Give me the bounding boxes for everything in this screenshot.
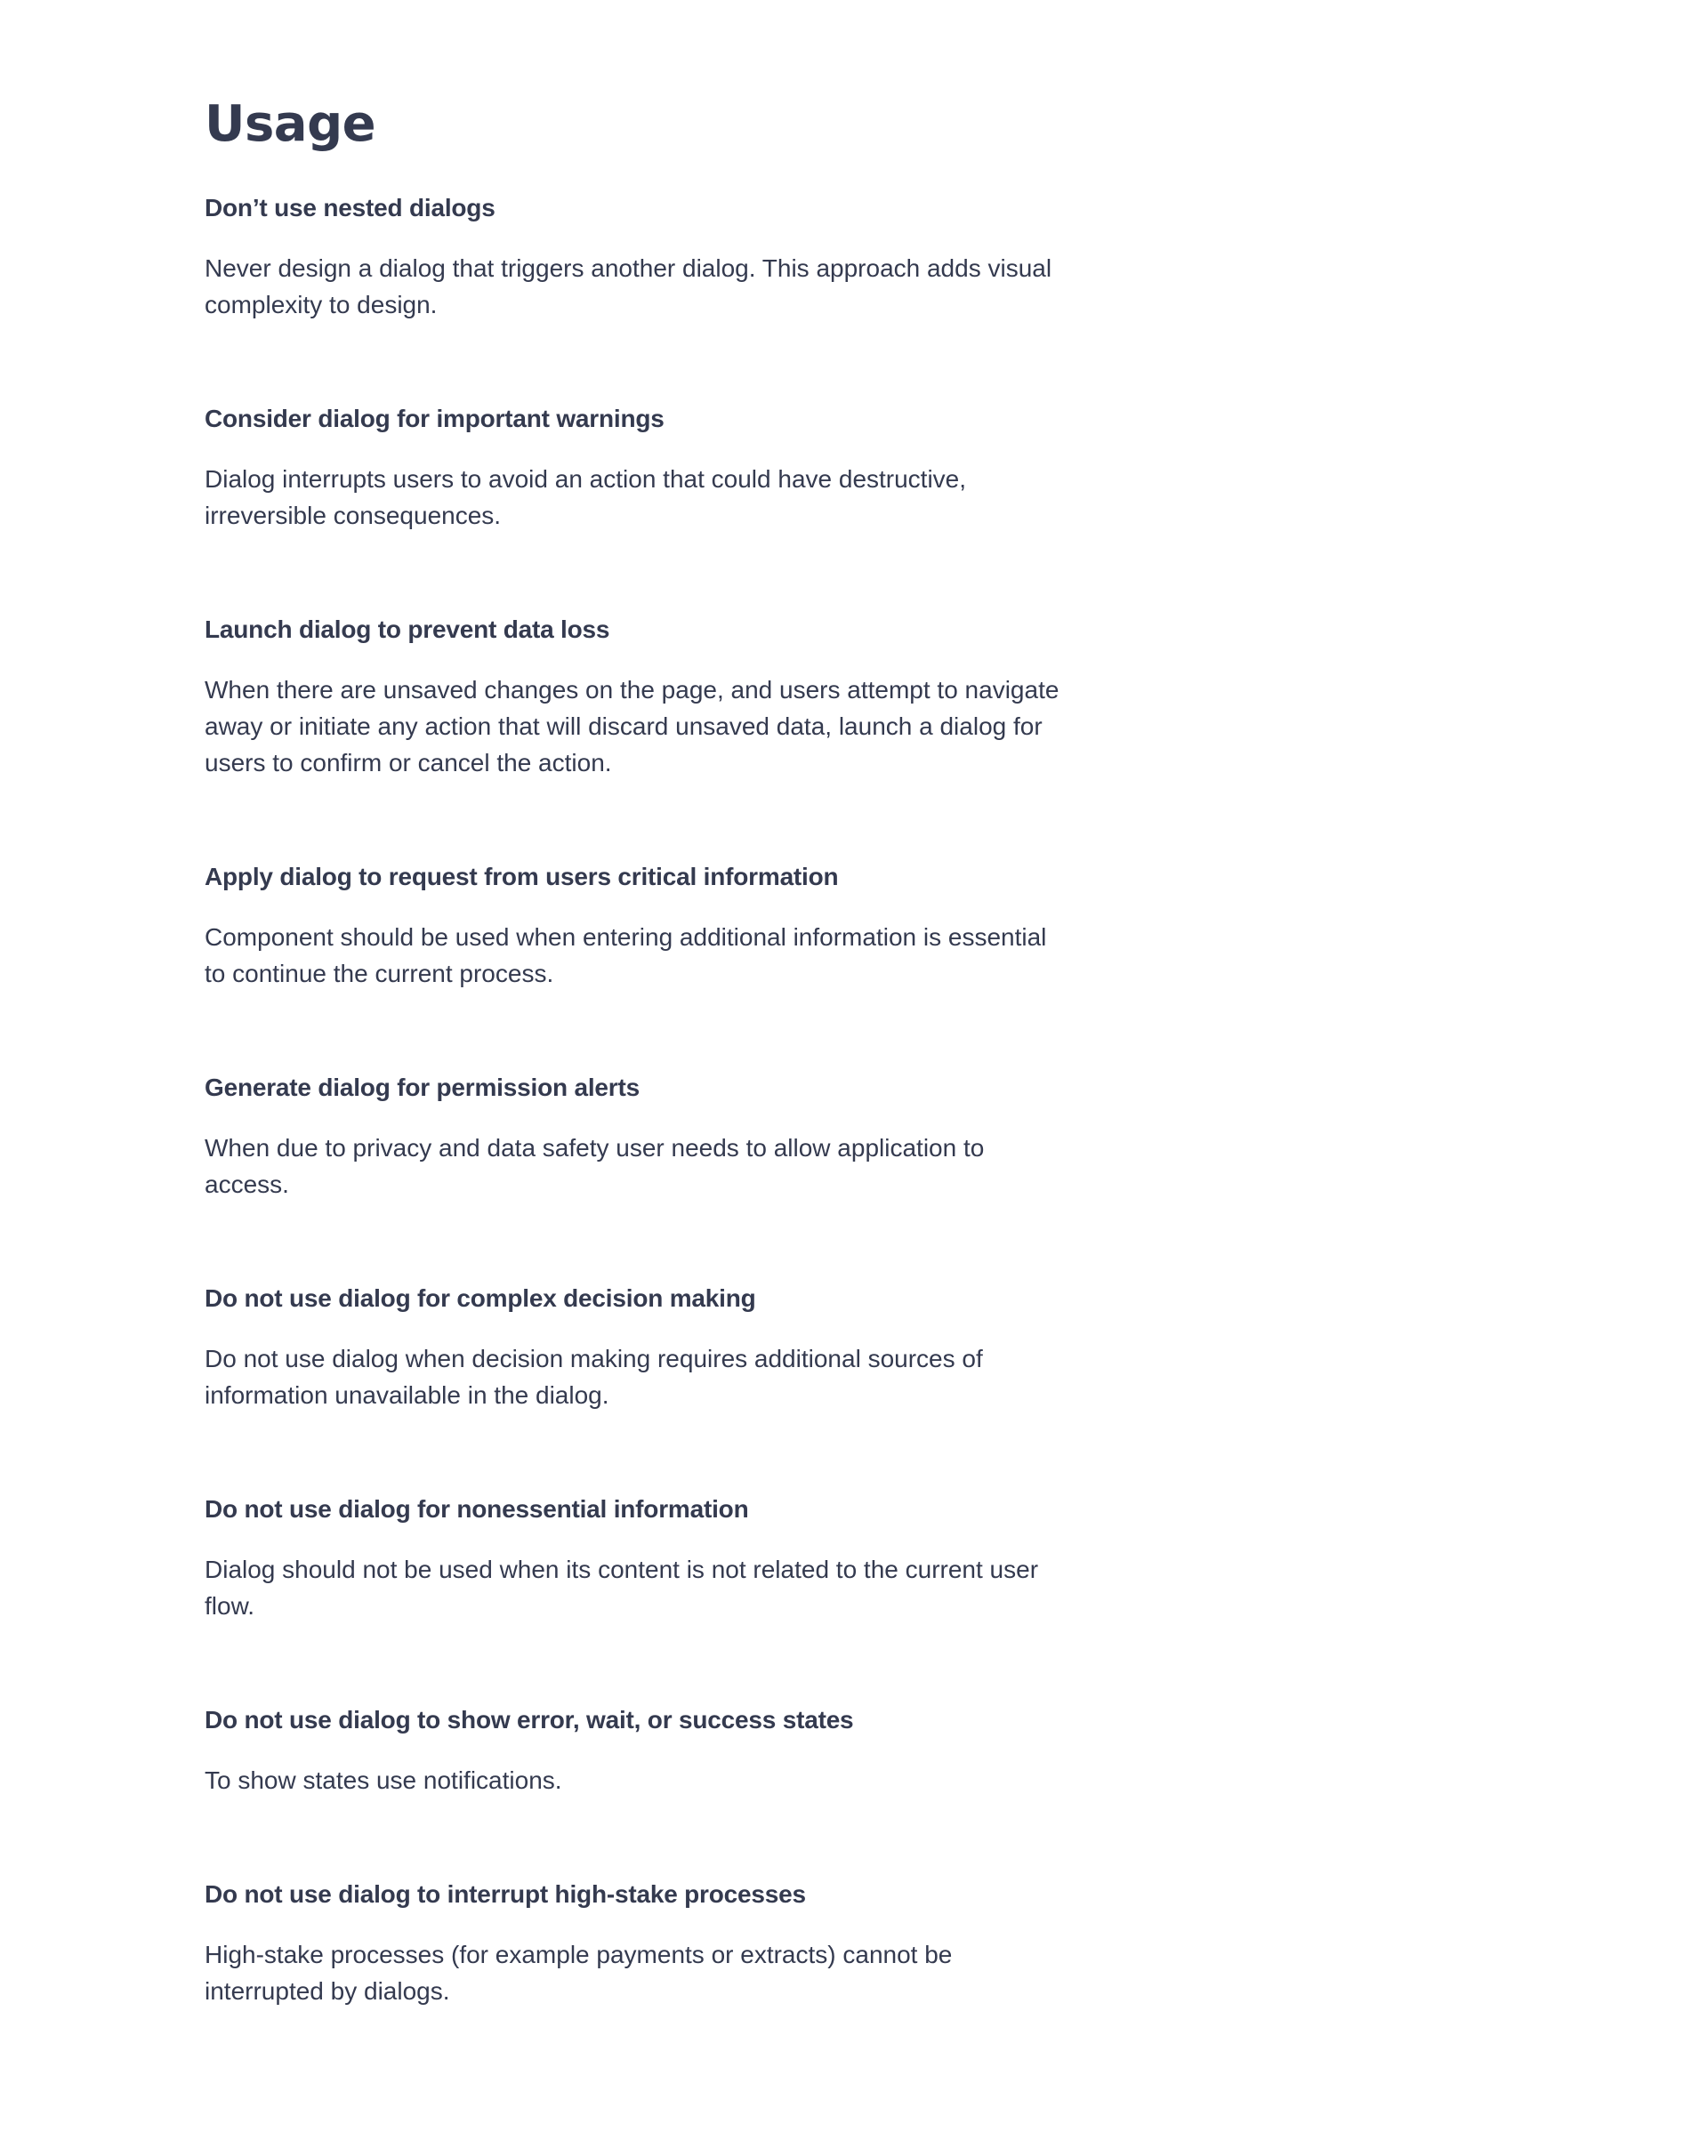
guideline-high-stake-processes: [205, 1877, 1068, 2009]
guideline-body: When there are unsaved changes on the page, and users attempt to navigate away or initiate any action that will discard unsaved data, launch a dialog for users to confirm or cancel the action.: [205, 676, 1059, 776]
guideline-body: Dialog should not be used when its content is not related to the current user flow.: [205, 1556, 1039, 1620]
guideline-body: Never design a dialog that triggers another dialog. This approach adds visual complexity to design.: [205, 254, 1052, 318]
guideline-critical-information: [205, 859, 1068, 992]
guideline-heading: Generate dialog for permission alerts: [205, 1074, 640, 1101]
guideline-heading: Do not use dialog for complex decision making: [205, 1284, 756, 1312]
guideline-nonessential-information: [205, 1492, 1068, 1624]
guideline-body: To show states use notifications.: [205, 1766, 562, 1794]
guideline-body: High-stake processes (for example payments or extracts) cannot be interrupted by dialogs.: [205, 1941, 953, 2005]
guideline-status-states: [205, 1702, 1068, 1798]
guideline-prevent-data-loss: [205, 612, 1068, 781]
guideline-important-warnings: [205, 401, 1068, 534]
guideline-heading: Consider dialog for important warnings: [205, 405, 665, 432]
guideline-body: Do not use dialog when decision making requires additional sources of information unavailable in the dialog.: [205, 1345, 983, 1409]
guideline-permission-alerts: [205, 1070, 1068, 1203]
usage-guidelines-list: [205, 190, 1068, 2088]
guideline-heading: Do not use dialog for nonessential information: [205, 1495, 749, 1523]
guideline-body: Component should be used when entering additional information is essential to continue the current process.: [205, 923, 1047, 987]
guideline-complex-decisions: [205, 1281, 1068, 1413]
guideline-heading: Launch dialog to prevent data loss: [205, 615, 610, 643]
page-title: Usage: [205, 95, 376, 153]
guideline-heading: Do not use dialog to show error, wait, or success states: [205, 1706, 854, 1734]
guideline-nested-dialogs: [205, 190, 1068, 323]
guideline-body: When due to privacy and data safety user needs to allow application to access.: [205, 1134, 985, 1198]
guideline-heading: Don’t use nested dialogs: [205, 194, 495, 221]
guideline-body: Dialog interrupts users to avoid an action that could have destructive, irreversible consequences.: [205, 465, 967, 529]
guideline-heading: Do not use dialog to interrupt high-stake processes: [205, 1880, 806, 1908]
guideline-heading: Apply dialog to request from users critical information: [205, 863, 839, 890]
